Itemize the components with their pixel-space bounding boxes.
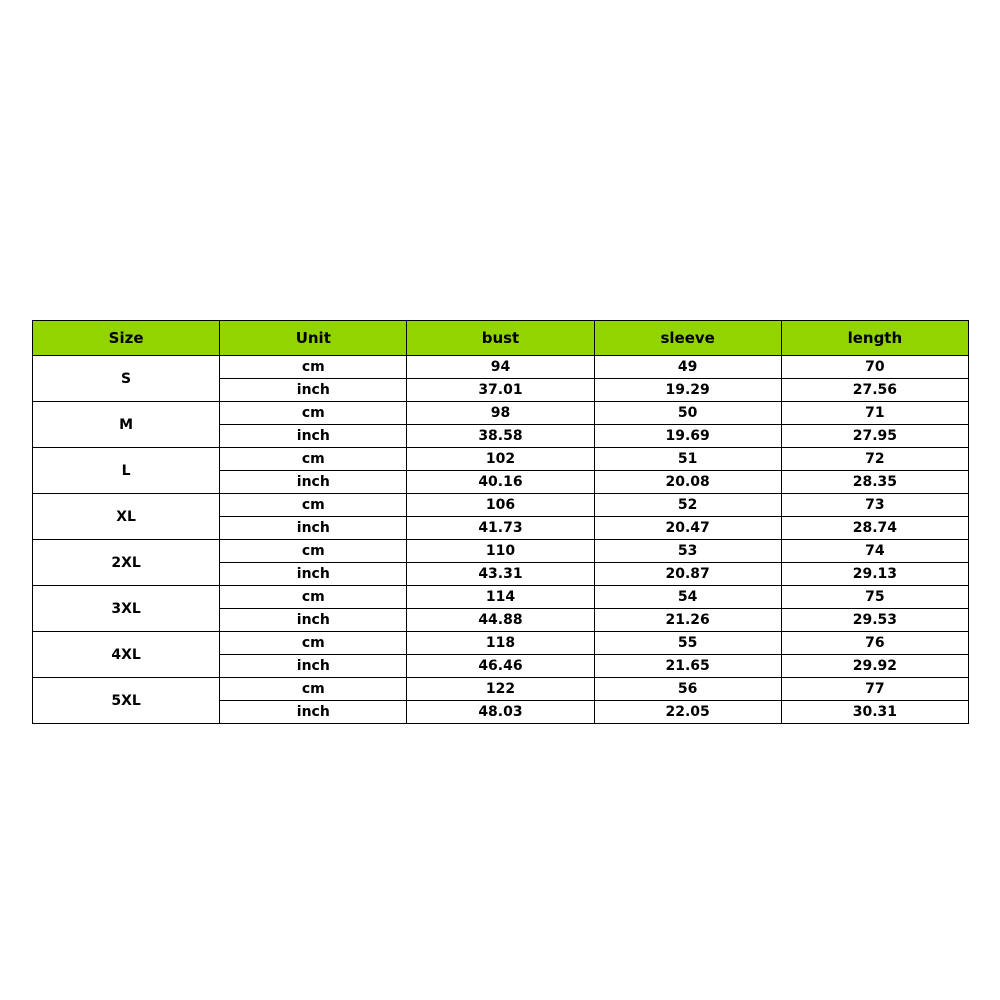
sleeve-cell: 50 xyxy=(594,402,781,425)
sleeve-cell: 21.26 xyxy=(594,609,781,632)
sleeve-cell: 51 xyxy=(594,448,781,471)
bust-cell: 102 xyxy=(407,448,594,471)
header-unit: Unit xyxy=(220,321,407,356)
length-cell: 29.92 xyxy=(781,655,968,678)
length-cell: 73 xyxy=(781,494,968,517)
length-cell: 29.13 xyxy=(781,563,968,586)
length-cell: 76 xyxy=(781,632,968,655)
sleeve-cell: 52 xyxy=(594,494,781,517)
bust-cell: 94 xyxy=(407,356,594,379)
header-length: length xyxy=(781,321,968,356)
table-body xyxy=(33,356,969,724)
bust-cell: 114 xyxy=(407,586,594,609)
unit-cell: inch xyxy=(220,655,407,678)
size-cell: L xyxy=(33,448,220,494)
sleeve-cell: 20.87 xyxy=(594,563,781,586)
table-row xyxy=(33,356,969,379)
header-row xyxy=(33,321,969,356)
sleeve-cell: 53 xyxy=(594,540,781,563)
unit-cell: cm xyxy=(220,494,407,517)
table-row xyxy=(33,678,969,701)
size-cell: 5XL xyxy=(33,678,220,724)
size-cell: S xyxy=(33,356,220,402)
sleeve-cell: 56 xyxy=(594,678,781,701)
size-cell: XL xyxy=(33,494,220,540)
unit-cell: inch xyxy=(220,517,407,540)
unit-cell: cm xyxy=(220,448,407,471)
bust-cell: 40.16 xyxy=(407,471,594,494)
table-header xyxy=(33,321,969,356)
sleeve-cell: 54 xyxy=(594,586,781,609)
bust-cell: 46.46 xyxy=(407,655,594,678)
sleeve-cell: 55 xyxy=(594,632,781,655)
unit-cell: cm xyxy=(220,678,407,701)
unit-cell: inch xyxy=(220,701,407,724)
table-row xyxy=(33,632,969,655)
sleeve-cell: 19.29 xyxy=(594,379,781,402)
sleeve-cell: 20.08 xyxy=(594,471,781,494)
sleeve-cell: 19.69 xyxy=(594,425,781,448)
unit-cell: inch xyxy=(220,563,407,586)
bust-cell: 44.88 xyxy=(407,609,594,632)
length-cell: 71 xyxy=(781,402,968,425)
table-row xyxy=(33,540,969,563)
unit-cell: cm xyxy=(220,632,407,655)
length-cell: 28.74 xyxy=(781,517,968,540)
bust-cell: 48.03 xyxy=(407,701,594,724)
bust-cell: 41.73 xyxy=(407,517,594,540)
bust-cell: 118 xyxy=(407,632,594,655)
table-row xyxy=(33,448,969,471)
length-cell: 27.95 xyxy=(781,425,968,448)
bust-cell: 110 xyxy=(407,540,594,563)
unit-cell: cm xyxy=(220,540,407,563)
length-cell: 30.31 xyxy=(781,701,968,724)
sleeve-cell: 20.47 xyxy=(594,517,781,540)
size-cell: 2XL xyxy=(33,540,220,586)
size-cell: 4XL xyxy=(33,632,220,678)
bust-cell: 37.01 xyxy=(407,379,594,402)
length-cell: 74 xyxy=(781,540,968,563)
bust-cell: 43.31 xyxy=(407,563,594,586)
unit-cell: inch xyxy=(220,425,407,448)
unit-cell: inch xyxy=(220,379,407,402)
bust-cell: 122 xyxy=(407,678,594,701)
unit-cell: inch xyxy=(220,609,407,632)
bust-cell: 38.58 xyxy=(407,425,594,448)
unit-cell: cm xyxy=(220,586,407,609)
unit-cell: cm xyxy=(220,356,407,379)
sleeve-cell: 22.05 xyxy=(594,701,781,724)
size-cell: 3XL xyxy=(33,586,220,632)
header-size: Size xyxy=(33,321,220,356)
header-sleeve: sleeve xyxy=(594,321,781,356)
size-cell: M xyxy=(33,402,220,448)
unit-cell: cm xyxy=(220,402,407,425)
size-chart-table xyxy=(32,320,969,724)
unit-cell: inch xyxy=(220,471,407,494)
header-bust: bust xyxy=(407,321,594,356)
length-cell: 70 xyxy=(781,356,968,379)
length-cell: 77 xyxy=(781,678,968,701)
length-cell: 29.53 xyxy=(781,609,968,632)
table-row xyxy=(33,402,969,425)
length-cell: 72 xyxy=(781,448,968,471)
sleeve-cell: 21.65 xyxy=(594,655,781,678)
length-cell: 75 xyxy=(781,586,968,609)
table-row xyxy=(33,586,969,609)
bust-cell: 98 xyxy=(407,402,594,425)
bust-cell: 106 xyxy=(407,494,594,517)
sleeve-cell: 49 xyxy=(594,356,781,379)
length-cell: 28.35 xyxy=(781,471,968,494)
table-row xyxy=(33,494,969,517)
length-cell: 27.56 xyxy=(781,379,968,402)
